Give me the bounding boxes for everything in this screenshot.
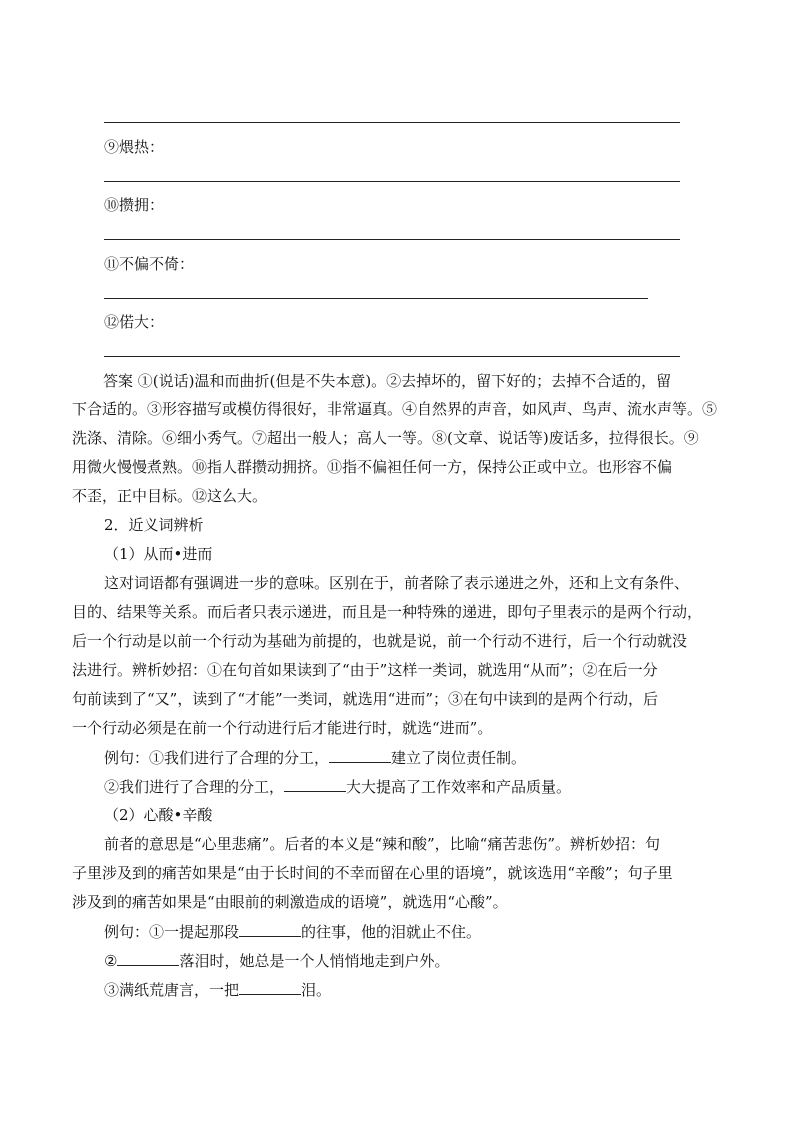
fill-blank[interactable] bbox=[239, 979, 301, 995]
section-2-title: 2．近义词辨析 bbox=[104, 516, 204, 534]
sub1-body-line-5: 句前读到了“又”，读到了“才能”一类词，就选用“进而”；③在句中读到的是两个行动，后 bbox=[72, 690, 659, 708]
answer-text-line-3: 洗涤、清除。⑥细小秀气。⑦超出一般人；高人一等。⑧(文章、说话等)废话多，拉得很长。⑨ bbox=[72, 429, 699, 447]
sub1-example-2-post: 大大提高了工作效率和产品质量。 bbox=[346, 778, 572, 796]
sub1-body-line-6: 一个行动必须是在前一个行动进行后才能进行时，就选“进而”。 bbox=[72, 719, 493, 737]
vocab-item-12: ⑫偌大： bbox=[104, 313, 165, 331]
fill-blank[interactable] bbox=[239, 921, 301, 937]
sub1-example-1 bbox=[104, 747, 526, 768]
sub2-body-line-3: 涉及到的痛苦如果是“由眼前的刺激造成的语境”，就选用“心酸”。 bbox=[72, 893, 508, 911]
sub2-example-3 bbox=[104, 979, 331, 1000]
answer-text-line-5: 不歪，正中目标。⑫这么大。 bbox=[72, 487, 268, 505]
sub1-example-1-post: 建立了岗位责任制。 bbox=[391, 749, 527, 767]
answer-text-line-4: 用微火慢慢煮熟。⑩指人群攒动拥挤。⑪指不偏袒任何一方，保持公正或中立。也形容不偏 bbox=[72, 458, 673, 476]
sub2-example-2-post: 落泪时，她总是一个人悄悄地走到户外。 bbox=[179, 952, 450, 970]
vocab-item-11: ⑪不偏不倚： bbox=[104, 255, 195, 273]
sub2-example-1 bbox=[104, 921, 481, 942]
subsection-2-title: （2）心酸•辛酸 bbox=[104, 806, 213, 824]
fill-blank[interactable] bbox=[117, 950, 179, 966]
fill-blank[interactable] bbox=[329, 747, 391, 763]
sub1-example-2-pre: ②我们进行了合理的分工， bbox=[104, 778, 285, 796]
sub1-example-1-pre: 例句：①我们进行了合理的分工， bbox=[104, 749, 330, 767]
sub2-body-line-2: 子里涉及到的痛苦如果是“由于长时间的不幸而留在心里的语境”，就该选用“辛酸”；句子里 bbox=[72, 864, 673, 882]
sub1-body-line-1: 这对词语都有强调进一步的意味。区别在于，前者除了表示递进之外，还和上文有条件、 bbox=[104, 574, 690, 592]
sub2-example-2 bbox=[104, 950, 449, 971]
sub2-body-line-1: 前者的意思是“心里悲痛”。后者的本义是“辣和酸”，比喻“痛苦悲伤”。辨析妙招：句 bbox=[104, 835, 661, 853]
answer-line-1 bbox=[104, 122, 680, 123]
fill-blank[interactable] bbox=[284, 776, 346, 792]
answer-line-2 bbox=[104, 181, 680, 182]
sub2-example-1-post: 的往事，他的泪就止不住。 bbox=[301, 923, 482, 941]
answer-line-4 bbox=[104, 298, 648, 299]
answer-line-5 bbox=[104, 356, 680, 357]
sub2-example-1-pre: 例句：①一提起那段 bbox=[104, 923, 240, 941]
subsection-1-title: （1）从而•进而 bbox=[104, 545, 213, 563]
sub1-body-line-4: 法进行。辨析妙招：①在句首如果读到了“由于”这样一类词，就选用“从而”；②在后一分 bbox=[72, 661, 658, 679]
vocab-item-9: ⑨煨热： bbox=[104, 138, 165, 156]
sub2-example-2-pre: ② bbox=[104, 952, 118, 970]
sub2-example-3-pre: ③满纸荒唐言，一把 bbox=[104, 981, 240, 999]
answer-text-line-2: 下合适的。③形容描写或模仿得很好，非常逼真。④自然界的声音，如风声、鸟声、流水声等。⑤ bbox=[72, 400, 718, 418]
sub2-example-3-post: 泪。 bbox=[301, 981, 332, 999]
sub1-body-line-2: 目的、结果等关系。而后者只表示递进，而且是一种特殊的递进，即句子里表示的是两个行动， bbox=[72, 603, 703, 621]
sub1-example-2 bbox=[104, 776, 571, 797]
vocab-item-10: ⑩攒拥： bbox=[104, 196, 165, 214]
answer-text-line-1: 答案 ①(说话)温和而曲折(但是不失本意)。②去掉坏的，留下好的；去掉不合适的，留 bbox=[103, 372, 672, 390]
sub1-body-line-3: 后一个行动是以前一个行动为基础为前提的，也就是说，前一个行动不进行，后一个行动就没 bbox=[72, 632, 688, 650]
answer-line-3 bbox=[104, 239, 680, 240]
